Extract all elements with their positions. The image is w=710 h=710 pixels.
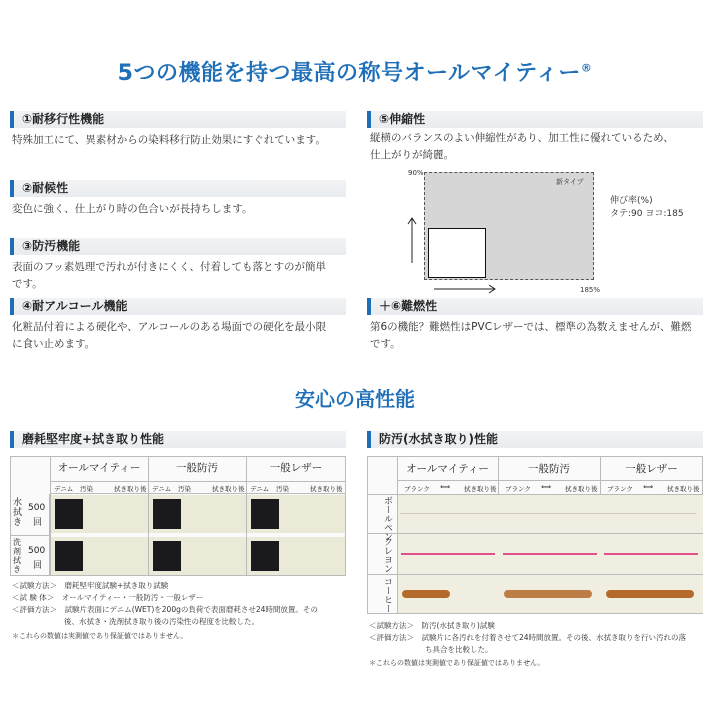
coffee-mark-3 <box>606 590 694 598</box>
abrasion-note-3: ＜評価方法＞ 試験片表面にデニム(WET)を200gの負荷で表面磨耗させ24時間放置。その <box>12 605 318 614</box>
abrasion-note-2: ＜試 験 体＞ オールマイティー・一般防汚・一般レザー <box>12 593 204 602</box>
stain-row-crayon: クレヨン <box>382 537 392 573</box>
abrasion-note-5: ＊これらの数値は実測値であり保証値ではありません。 <box>12 632 188 640</box>
abrasion-row-1-count: 500 <box>28 503 46 513</box>
stain-sub-blank-3: ブランク <box>607 485 633 493</box>
abrasion-sub-wipe-3: 拭き取り後 <box>310 485 343 493</box>
registered-mark: ® <box>580 61 593 75</box>
coffee-mark-2 <box>504 590 592 598</box>
abrasion-note-1: ＜試験方法＞ 磨耗堅牢度試験+拭き取り試験 <box>12 581 169 590</box>
feature-6-heading: ＋⑥難燃性 <box>367 298 703 315</box>
abrasion-row-2-unit: 回 <box>33 561 43 571</box>
feature-2-heading: ②耐候性 <box>10 180 346 197</box>
page-title-text: 5つの機能を持つ最高の称号オールマイティー <box>117 61 581 86</box>
section-2-title: 安心の高性能 <box>295 387 415 411</box>
feature-3-text-1: 表面のフッ素処理で汚れが付きにくく、付着しても落とすのが簡単 <box>12 261 327 273</box>
denim-swatch <box>153 499 181 529</box>
stain-note-3: ち具合を比較した。 <box>425 645 493 654</box>
denim-swatch <box>251 499 279 529</box>
abrasion-sub-denim-2: デニム <box>152 485 172 493</box>
stain-ballpen-samples <box>398 495 703 533</box>
stain-col-2: 一般防汚 <box>528 463 570 475</box>
stain-note-1: ＜試験方法＞ 防汚(水拭き取り)試験 <box>369 621 495 630</box>
stain-sub-wipe-3: 拭き取り後 <box>667 485 700 493</box>
abrasion-row-divider <box>10 535 50 536</box>
abrasion-sub-stain-3: 汚染 <box>276 485 289 493</box>
abrasion-sub-wipe-2: 拭き取り後 <box>212 485 245 493</box>
denim-swatch <box>153 541 181 571</box>
feature-3-text-2: です。 <box>12 278 43 290</box>
coffee-mark-1 <box>402 590 450 598</box>
abrasion-sub-denim-1: デニム <box>54 485 74 493</box>
abrasion-sub-wipe-1: 拭き取り後 <box>114 485 147 493</box>
feature-2-text: 変色に強く、仕上がり時の色合いが長持ちします。 <box>12 203 253 215</box>
feature-1-text: 特殊加工にて、異素材からの染料移行防止効果にすぐれています。 <box>12 134 326 146</box>
abrasion-subheader-row <box>50 482 346 494</box>
stain-col-3: 一般レザー <box>625 463 678 475</box>
denim-swatch <box>251 541 279 571</box>
stain-row-ballpen: ボールペン <box>382 496 392 541</box>
feature-5-heading: ⑤伸縮性 <box>367 111 703 128</box>
denim-swatch <box>55 499 83 529</box>
stain-sub-arrow-3: ⟺ <box>643 483 654 491</box>
stain-sub-blank-1: ブランク <box>404 485 430 493</box>
abrasion-sub-denim-3: デニム <box>250 485 270 493</box>
page-title <box>0 56 710 87</box>
abrasion-heading: 磨耗堅牢度+拭き取り性能 <box>10 431 346 448</box>
feature-5-text-1: 縦横のバランスのよい伸縮性があり、加工性に優れているため、 <box>370 132 674 144</box>
stain-sub-arrow-2: ⟺ <box>541 483 552 491</box>
feature-6-text-1: 第6の機能？難燃性はPVCレザーでは、標準の為数えませんが、難燃 <box>370 321 692 333</box>
feature-3-heading: ③防汚機能 <box>10 238 346 255</box>
abrasion-row-2-label: 洗剤拭き <box>13 538 21 574</box>
abrasion-row-2-count: 500 <box>28 546 46 556</box>
crayon-mark-2 <box>503 553 597 555</box>
stain-sub-wipe-2: 拭き取り後 <box>565 485 598 493</box>
abrasion-col-2: 一般防汚 <box>176 462 218 474</box>
stain-note-4: ＊これらの数値は実測値であり保証値ではありません。 <box>369 659 545 667</box>
feature-4-text-1: 化粧品付着による硬化や、アルコールのある場面での硬化を最小限 <box>12 321 327 333</box>
crayon-mark-3 <box>604 553 698 555</box>
stain-header-line <box>397 480 703 481</box>
abrasion-row-1-label: 水拭き <box>13 498 23 528</box>
stretch-rate-title: 伸び率(%) <box>610 196 653 206</box>
chart-new-type-label: 新タイプ <box>556 178 584 186</box>
feature-5-text-2: 仕上がりが綺麗。 <box>370 149 454 161</box>
abrasion-sub-stain-2: 汚染 <box>178 485 191 493</box>
arrow-right-icon <box>432 283 498 295</box>
abrasion-col-3: 一般レザー <box>269 462 323 474</box>
feature-1-heading: ①耐移行性機能 <box>10 111 346 128</box>
feature-6-text-2: です。 <box>370 338 401 350</box>
feature-4-text-2: に食い止めます。 <box>12 338 96 350</box>
stain-sub-blank-2: ブランク <box>505 485 531 493</box>
stretch-rate-values: タテ:90 ヨコ:185 <box>610 209 684 219</box>
chart-y-label: 90% <box>408 169 424 177</box>
abrasion-row-1-unit: 回 <box>33 518 43 528</box>
stain-heading: 防汚(水拭き取り)性能 <box>367 431 703 448</box>
stain-sub-wipe-1: 拭き取り後 <box>464 485 497 493</box>
ballpen-mark <box>400 513 696 514</box>
stain-sub-arrow-1: ⟺ <box>440 483 451 491</box>
stain-row-coffee: コーヒー <box>382 577 392 613</box>
denim-swatch <box>55 541 83 571</box>
feature-4-heading: ④耐アルコール機能 <box>10 298 346 315</box>
stain-note-2: ＜評価方法＞ 試験片に各汚れを付着させて24時間放置。その後、水拭き取りを行い汚れの落 <box>369 633 687 642</box>
abrasion-col-1: オールマイティー <box>57 462 141 474</box>
chart-x-label: 185% <box>580 286 601 294</box>
crayon-mark-1 <box>401 553 495 555</box>
stain-col-1: オールマイティー <box>406 463 489 475</box>
abrasion-note-4: 後、水拭き・洗剤拭き取り後の汚染性の程度を比較した。 <box>64 617 259 626</box>
arrow-up-icon <box>406 215 418 265</box>
abrasion-sub-stain-1: 汚染 <box>80 485 93 493</box>
stretch-chart-original-box <box>428 228 486 278</box>
